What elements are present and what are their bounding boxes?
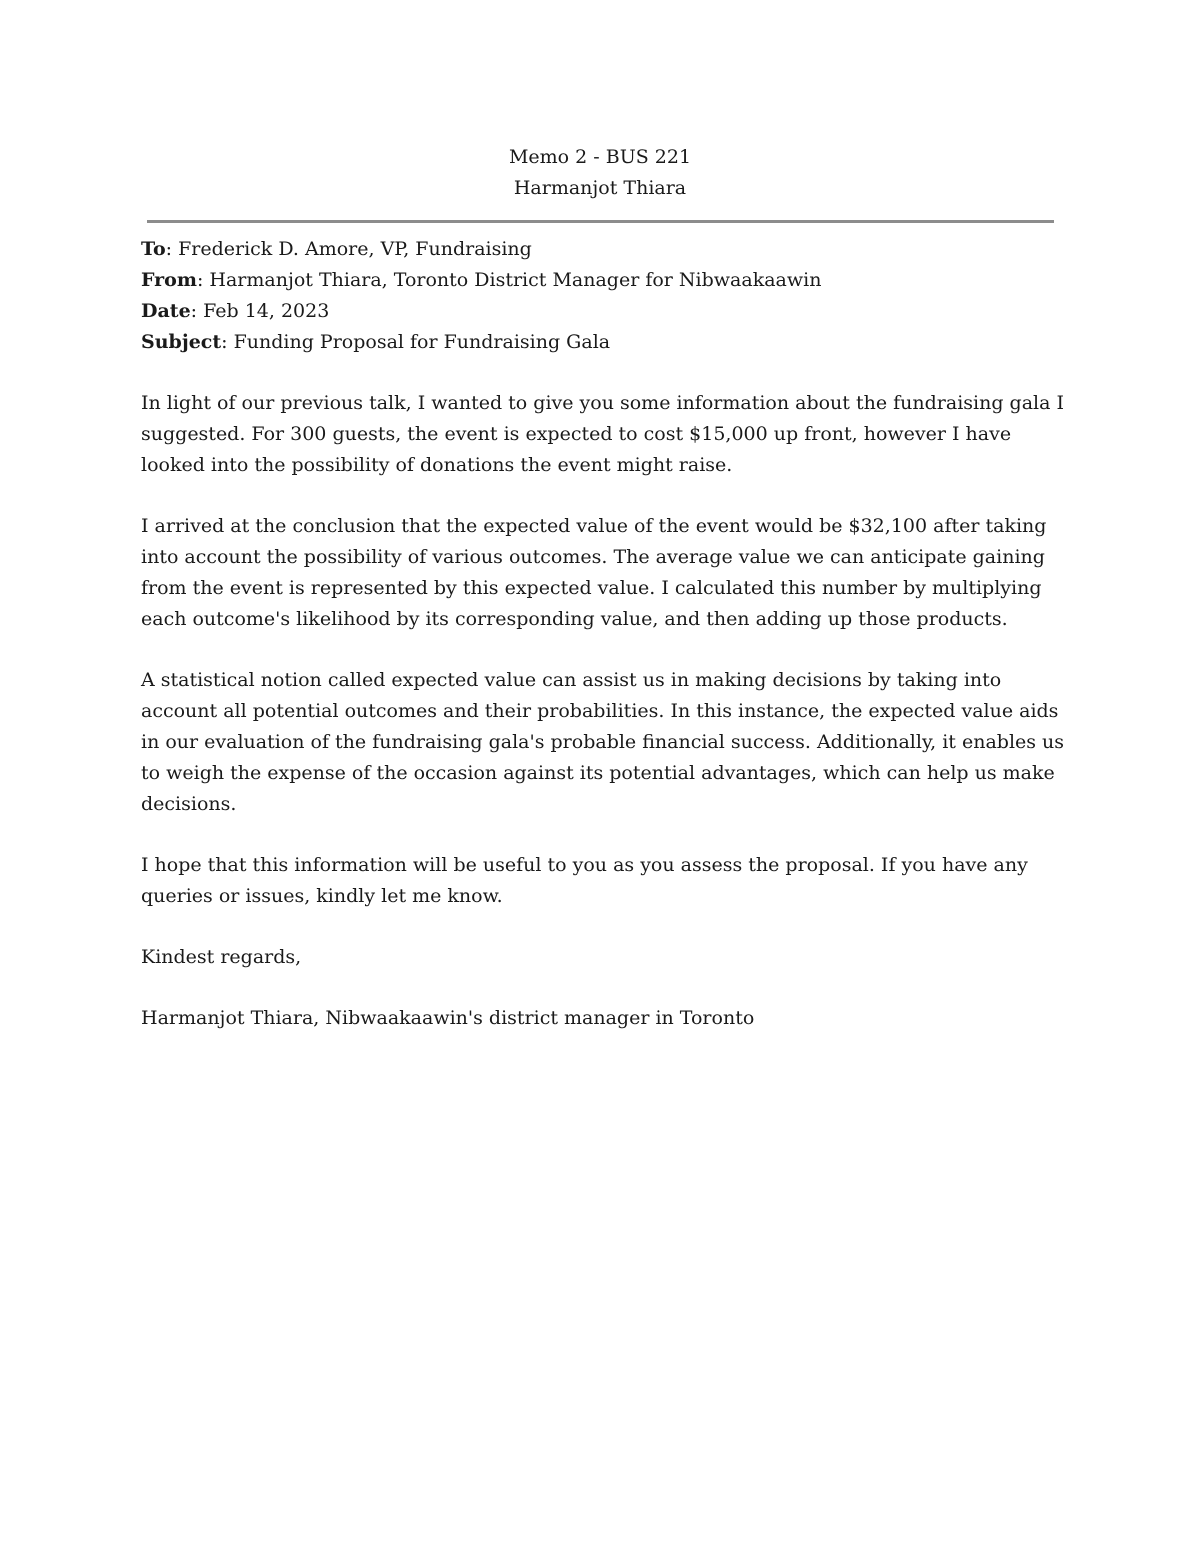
subject-value: : Funding Proposal for Fundraising Gala [221,331,611,353]
to-label: To [141,238,166,260]
closing: Kindest regards, [141,946,302,968]
subject-label: Subject [141,331,222,353]
body-paragraph-2: I arrived at the conclusion that the expected value of the event would be $32,100 after taking into account the possibility of various outcomes. The average value we can anticipate gaining from the event is represented by this expected value. I calculated this number by multiplying each outcome's likelihood by its corresponding value, and then adding up those products. [141,515,1047,630]
from-value: : Harmanjot Thiara, Toronto District Manager for Nibwaakaawin [196,269,822,291]
memo-title-block [0,142,1200,204]
body-paragraph-4: I hope that this information will be useful to you as you assess the proposal. If you have any queries or issues, kindly let me know. [141,854,1028,907]
date-value: : Feb 14, 2023 [190,300,330,322]
signature: Harmanjot Thiara, Nibwaakaawin's district manager in Toronto [141,1007,755,1029]
horizontal-rule [147,220,1054,223]
body-paragraph-3: A statistical notion called expected value can assist us in making decisions by taking into account all potential outcomes and their probabilities. In this instance, the expected value aids in our evaluation of the fundraising gala's probable financial success. Additionally, it enables us to weigh the expense of the occasion against its potential advantages, which can help us make decisions. [141,669,1065,815]
to-value: : Frederick D. Amore, VP, Fundraising [165,238,532,260]
memo-author: Harmanjot Thiara [513,177,687,199]
memo-content [141,234,1066,1034]
memo-title: Memo 2 - BUS 221 [508,146,692,168]
from-label: From [141,269,197,291]
date-line [141,296,1066,327]
subject-line [141,327,1066,358]
body-paragraph-1: In light of our previous talk, I wanted to give you some information about the fundraising gala I suggested. For 300 guests, the event is expected to cost $15,000 up front, however I have looked into the possibility of donations the event might raise. [141,392,1064,476]
from-line [141,265,1066,296]
to-line [141,234,1066,265]
date-label: Date [141,300,191,322]
